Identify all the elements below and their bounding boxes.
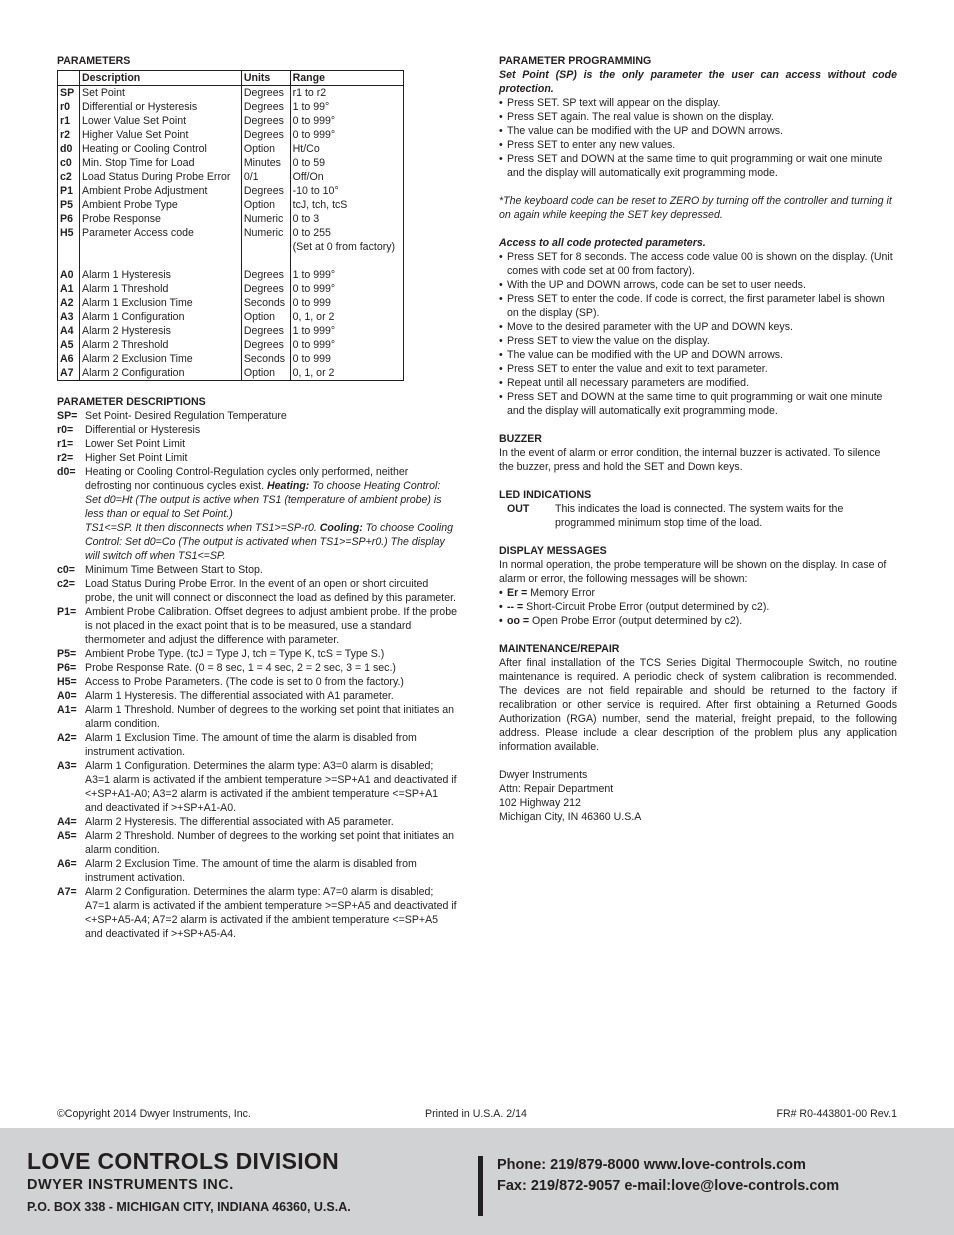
param-description: Lower Value Set Point [80,114,242,128]
maintenance-text: After final installation of the TCS Series Digital Thermocouple Switch, no routine maintenance is required. A periodic check of system calibration is recommended. The devices are not field repairable and should be returned to the factory if recalibration or other service is required. After first obtaining a Returned Goods Authorization (RGA) number, send the material, freight prepaid, to the following address. Please include a clear description of the problem plus any application information available. [499,657,897,753]
display-text: In normal operation, the probe temperature will be shown on the display. In case of alarm or error, the following messages will be shown: [499,559,887,585]
desc-text: Alarm 2 Threshold. Number of degrees to the working set point that initiates an alarm condition. [85,830,455,856]
desc-text: Set Point- Desired Regulation Temperature [85,410,287,422]
param-description: Differential or Hysteresis [80,100,242,114]
param-code: P5 [58,198,80,212]
message-code: -- = [507,601,524,613]
param-description: Alarm 2 Configuration [80,366,242,381]
heating-text-2: TS1<=SP. It then disconnects when TS1>=SP-r0. [85,522,320,534]
address-line: 102 Highway 212 [499,797,581,809]
desc-key: H5= [57,676,77,688]
param-units: Degrees [241,268,290,282]
param-units [241,240,290,254]
mailing-address: P.O. BOX 338 - MICHIGAN CITY, INDIANA 46360, U.S.A. [27,1200,351,1214]
table-row [58,156,404,170]
list-item-text: Press SET to enter the code. If code is correct, the first parameter label is shown on the display (SP). [507,293,885,319]
access-step [499,292,897,320]
param-code [58,240,80,254]
company-name: DWYER INSTRUMENTS INC. [27,1177,234,1193]
desc-key: d0= [57,466,76,478]
param-units: Option [241,366,290,381]
table-row [58,226,404,240]
param-code: A1 [58,282,80,296]
table-row [58,212,404,226]
desc-text: Lower Set Point Limit [85,438,186,450]
desc-key: r1= [57,438,74,450]
param-range: Ht/Co [292,143,320,155]
table-row [58,142,404,156]
desc-key: A4= [57,816,77,828]
desc-item-p5 [57,647,457,661]
cooling-label: Cooling: [319,522,363,534]
desc-text: Probe Response Rate. (0 = 8 sec, 1 = 4 sec, 2 = 2 sec, 3 = 1 sec.) [85,662,396,674]
bullet-icon: • [499,615,503,627]
led-item-out [499,502,897,530]
desc-key: r2= [57,452,74,464]
buzzer-heading: BUZZER [499,433,542,445]
desc-key: c2= [57,578,75,590]
desc-item-r2 [57,451,457,465]
repair-address [499,768,897,824]
list-item-text: Repeat until all necessary parameters are modified. [507,377,750,389]
param-range: 0, 1, or 2 [292,367,335,379]
table-header-units: Units [241,71,290,86]
table-row [58,254,404,268]
heating-label: Heating: [266,480,310,492]
table-row [58,352,404,366]
param-description: Alarm 2 Hysteresis [80,324,242,338]
heating-text: To choose Heating Control: Set d0=Ht (The output is active when TS1 (temperature of ambient probe) is less than or equal to Set Point.) [85,480,442,520]
param-range: tcJ, tch, tcS [292,199,348,211]
bullet-icon: • [499,391,503,403]
form-number: FR# R0-443801-00 Rev.1 [776,1108,897,1120]
message-body [507,614,897,628]
param-units: Seconds [241,296,290,310]
table-row [58,296,404,310]
param-description: Alarm 1 Configuration [80,310,242,324]
param-units: Degrees [241,184,290,198]
bullet-icon: • [499,251,503,263]
access-step [499,250,897,278]
display-message [499,586,897,600]
param-range: 0 to 255 [292,227,331,239]
param-range: 0 to 999° [292,339,336,351]
param-description: Heating or Cooling Control [80,142,242,156]
param-description: Ambient Probe Adjustment [80,184,242,198]
param-units: Option [241,142,290,156]
bullet-icon: • [499,279,503,291]
param-description: Probe Response [80,212,242,226]
desc-item-c2 [57,577,457,605]
param-units: Degrees [241,282,290,296]
fax-email-line: Fax: 219/872-9057 e-mail:love@love-controls.com [497,1178,840,1194]
desc-item-a2 [57,731,457,759]
param-units: Degrees [241,86,290,101]
led-heading: LED INDICATIONS [499,489,592,501]
param-range: 0 to 999° [292,115,336,127]
param-description [80,254,242,268]
param-code: A6 [58,352,80,366]
param-range: 0 to 59 [292,157,326,169]
desc-text: Access to Probe Parameters. (The code is set to 0 from the factory.) [85,676,404,688]
parameters-table [57,70,404,381]
param-description: Load Status During Probe Error [80,170,242,184]
address-line: Dwyer Instruments [499,769,588,781]
printed-text: Printed in U.S.A. 2/14 [425,1108,527,1120]
bullet-icon: • [499,111,503,123]
programming-step [499,152,897,180]
param-units [241,254,290,268]
param-range [290,254,403,268]
table-row [58,114,404,128]
desc-key: A6= [57,858,77,870]
param-units: Option [241,198,290,212]
list-item-text: Press SET and DOWN at the same time to quit programming or wait one minute and the display will automatically exit programming mode. [507,153,883,179]
desc-key: P1= [57,606,77,618]
bullet-icon: • [499,97,503,109]
table-row [58,282,404,296]
address-line: Attn: Repair Department [499,783,614,795]
cooling-text: To choose Cooling Control: Set d0=Co (The output is activated when TS1>=SP+r0.) The display will switch off when TS1<=SP. [85,522,454,562]
desc-key: A5= [57,830,77,842]
access-heading: Access to all code protected parameters. [499,237,706,249]
desc-item-sp [57,409,457,423]
access-step [499,278,897,292]
parameters-heading: PARAMETERS [57,55,131,67]
table-row [58,198,404,212]
bullet-icon: • [499,153,503,165]
param-description: Alarm 2 Threshold [80,338,242,352]
param-range: 0 to 999° [292,283,336,295]
table-row [58,310,404,324]
desc-text: Alarm 1 Exclusion Time. The amount of time the alarm is disabled from instrument activation. [85,732,417,758]
desc-text: Alarm 2 Configuration. Determines the alarm type: A7=0 alarm is disabled; A7=1 alarm is activated if the ambient temperature >=SP+A5 and deactivated if <+SP+A5-A4; A7=2 alarm is activated if the ambient temperature <=SP+A5 and deactivated if >+SP+A5-A4. [85,886,457,940]
programming-steps [499,96,897,180]
param-range: 1 to 99° [292,101,330,113]
desc-text: Higher Set Point Limit [85,452,188,464]
led-key: OUT [507,503,530,515]
desc-key: SP= [57,410,78,422]
bullet-icon: • [499,139,503,151]
desc-text [85,465,457,563]
display-message [499,614,897,628]
desc-item-h5 [57,675,457,689]
access-step [499,348,897,362]
display-heading: DISPLAY MESSAGES [499,545,607,557]
param-range: Off/On [292,171,324,183]
list-item-text: Press SET again. The real value is shown on the display. [507,111,774,123]
desc-item-a7 [57,885,457,941]
param-code: A4 [58,324,80,338]
list-item-text: Press SET and DOWN at the same time to quit programming or wait one minute and the display will automatically exit programming mode. [507,391,883,417]
param-units: Degrees [241,100,290,114]
desc-key: A0= [57,690,77,702]
param-description: Higher Value Set Point [80,128,242,142]
desc-item-d0 [57,465,457,563]
param-range: 0, 1, or 2 [292,311,335,323]
desc-item-a1 [57,703,457,731]
footer-line [57,1107,897,1121]
descriptions-list [57,409,457,941]
param-code: r0 [58,100,80,114]
table-row [58,240,404,254]
message-text: Memory Error [527,587,596,599]
message-code: oo = [507,615,530,627]
param-code [58,254,80,268]
access-step [499,334,897,348]
desc-item-a0 [57,689,457,703]
access-step [499,390,897,418]
param-units: Degrees [241,338,290,352]
programming-step [499,138,897,152]
param-units: Degrees [241,324,290,338]
desc-text: Alarm 2 Hysteresis. The differential associated with A5 parameter. [85,816,394,828]
access-step [499,376,897,390]
programming-heading: PARAMETER PROGRAMMING [499,55,652,67]
param-units: Seconds [241,352,290,366]
param-range: 0 to 3 [292,213,320,225]
param-code: P6 [58,212,80,226]
division-title: LOVE CONTROLS DIVISION [27,1148,340,1174]
list-item-text: Press SET to view the value on the display. [507,335,710,347]
desc-item-p1 [57,605,457,647]
param-description: Set Point [80,86,242,101]
param-units: Degrees [241,128,290,142]
param-code: r2 [58,128,80,142]
param-code: A2 [58,296,80,310]
desc-item-r0 [57,423,457,437]
table-row [58,100,404,114]
table-header-range: Range [290,71,403,86]
address-line: Michigan City, IN 46360 U.S.A [499,811,642,823]
desc-text: Alarm 1 Hysteresis. The differential associated with A1 parameter. [85,690,394,702]
descriptions-heading: PARAMETER DESCRIPTIONS [57,396,206,408]
left-column [57,54,457,941]
table-header-row [58,71,404,86]
param-units: Numeric [241,212,290,226]
param-units: Minutes [241,156,290,170]
display-messages [499,586,897,628]
param-code: SP [58,86,80,101]
message-body [507,600,897,614]
table-row [58,128,404,142]
list-item-text: Press SET. SP text will appear on the display. [507,97,721,109]
param-code: c0 [58,156,80,170]
led-text: This indicates the load is connected. The system waits for the programmed minimum stop time of the load. [555,503,844,529]
param-description: Alarm 1 Exclusion Time [80,296,242,310]
param-code: P1 [58,184,80,198]
d0-intro: Heating or Cooling Control-Regulation cycles only performed, neither defrosting nor continuous cycles exist. [85,466,409,492]
param-description: Min. Stop Time for Load [80,156,242,170]
param-code: A0 [58,268,80,282]
desc-text: Alarm 1 Configuration. Determines the alarm type: A3=0 alarm is disabled; A3=1 alarm is activated if the ambient temperature >=SP+A1 and deactivated if <+SP+A1-A0; A3=2 alarm is activated if the ambient temperature <=SP+A1 and deactivated if >+SP+A1-A0. [85,760,457,814]
table-row [58,184,404,198]
param-range: 1 to 999° [292,269,336,281]
list-item-text: The value can be modified with the UP and DOWN arrows. [507,125,783,137]
desc-key: A3= [57,760,77,772]
param-range: 0 to 999 [292,297,331,309]
desc-key: P5= [57,648,77,660]
param-range: r1 to r2 [292,87,327,99]
param-code: A5 [58,338,80,352]
param-description [80,240,242,254]
desc-key: P6= [57,662,77,674]
param-code: A7 [58,366,80,381]
bullet-icon: • [499,321,503,333]
programming-step [499,124,897,138]
table-header-description: Description [80,71,242,86]
param-description: Alarm 1 Hysteresis [80,268,242,282]
desc-text: Minimum Time Between Start to Stop. [85,564,263,576]
table-row [58,268,404,282]
bullet-icon: • [499,601,503,613]
desc-item-a6 [57,857,457,885]
param-units: Option [241,310,290,324]
desc-text: Differential or Hysteresis [85,424,201,436]
footer-banner [0,1128,954,1235]
param-units: Degrees [241,114,290,128]
param-range: 0 to 999° [292,129,336,141]
access-steps [499,250,897,418]
param-range: (Set at 0 from factory) [292,241,396,253]
divider-bar [478,1156,483,1216]
keyboard-note: *The keyboard code can be reset to ZERO by turning off the controller and turning it on again while keeping the SET key depressed. [499,195,892,221]
bullet-icon: • [499,377,503,389]
desc-key: A7= [57,886,77,898]
desc-text: Alarm 1 Threshold. Number of degrees to the working set point that initiates an alarm condition. [85,704,455,730]
desc-item-c0 [57,563,457,577]
param-code: A3 [58,310,80,324]
maintenance-heading: MAINTENANCE/REPAIR [499,643,620,655]
param-code: r1 [58,114,80,128]
param-code: c2 [58,170,80,184]
table-row [58,86,404,101]
table-row [58,338,404,352]
desc-item-r1 [57,437,457,451]
param-units: Numeric [241,226,290,240]
buzzer-text: In the event of alarm or error condition, the internal buzzer is activated. To silence the buzzer, press and hold the SET and Down keys. [499,447,881,473]
param-description: Parameter Access code [80,226,242,240]
bullet-icon: • [499,349,503,361]
display-message [499,600,897,614]
bullet-icon: • [499,363,503,375]
param-units: 0/1 [241,170,290,184]
param-range: -10 to 10° [292,185,339,197]
programming-step [499,110,897,124]
bullet-icon: • [499,125,503,137]
param-description: Alarm 2 Exclusion Time [80,352,242,366]
right-column [499,54,897,824]
table-row [58,324,404,338]
desc-key: c0= [57,564,75,576]
message-code: Er = [507,587,528,599]
desc-text: Alarm 2 Exclusion Time. The amount of time the alarm is disabled from instrument activation. [85,858,417,884]
desc-item-p6 [57,661,457,675]
list-item-text: Move to the desired parameter with the UP and DOWN keys. [507,321,793,333]
desc-item-a3 [57,759,457,815]
param-description: Alarm 1 Threshold [80,282,242,296]
phone-web-line: Phone: 219/879-8000 www.love-controls.com [497,1157,806,1173]
table-row [58,366,404,381]
desc-item-a5 [57,829,457,857]
desc-key: r0= [57,424,74,436]
table-body [58,86,404,381]
list-item-text: Press SET to enter the value and exit to text parameter. [507,363,768,375]
desc-key: A1= [57,704,77,716]
param-range: 0 to 999 [292,353,331,365]
param-range: 1 to 999° [292,325,336,337]
table-row [58,170,404,184]
message-text: Open Probe Error (output determined by c2). [529,615,743,627]
programming-intro: Set Point (SP) is the only parameter the user can access without code protection. [499,69,897,95]
message-body [507,586,897,600]
list-item-text: With the UP and DOWN arrows, code can be set to user needs. [507,279,806,291]
param-description: Ambient Probe Type [80,198,242,212]
access-step [499,362,897,376]
param-code: d0 [58,142,80,156]
desc-text: Ambient Probe Type. (tcJ = Type J, tch = Type K, tcS = Type S.) [85,648,385,660]
bullet-icon: • [499,335,503,347]
bullet-icon: • [499,293,503,305]
list-item-text: The value can be modified with the UP and DOWN arrows. [507,349,783,361]
desc-text: Ambient Probe Calibration. Offset degrees to adjust ambient probe. If the probe is not placed in the exact point that is to be measured, use a standard thermometer and adjust the difference with parameter. [85,606,457,646]
copyright-text: ©Copyright 2014 Dwyer Instruments, Inc. [57,1108,251,1120]
desc-key: A2= [57,732,77,744]
table-header-code [58,71,80,86]
desc-item-a4 [57,815,457,829]
param-code: H5 [58,226,80,240]
bullet-icon: • [499,587,503,599]
access-step [499,320,897,334]
message-text: Short-Circuit Probe Error (output determined by c2). [523,601,770,613]
list-item-text: Press SET for 8 seconds. The access code value 00 is shown on the display. (Unit comes with code set at 00 from factory). [507,251,893,277]
programming-step [499,96,897,110]
desc-text: Load Status During Probe Error. In the event of an open or short circuited probe, the unit will connect or disconnect the load as defined by this parameter. [85,578,457,604]
list-item-text: Press SET to enter any new values. [507,139,676,151]
